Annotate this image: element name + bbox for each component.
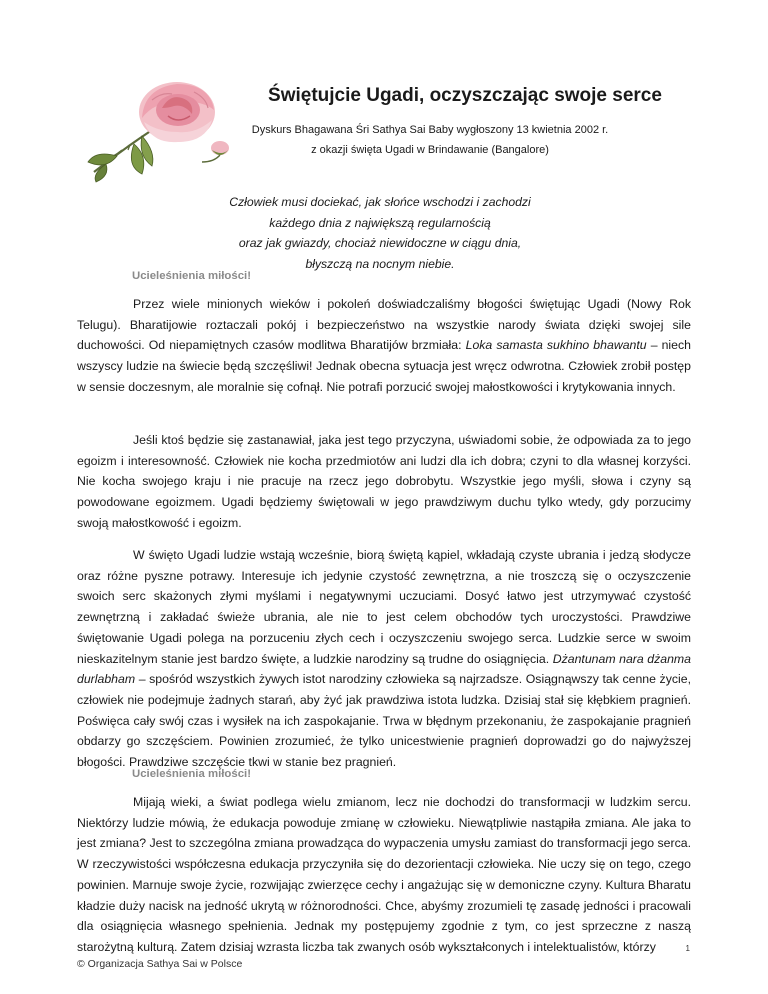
subtitle-line: z okazji święta Ugadi w Brindawanie (Bangalore) [311, 144, 549, 156]
quote-line: każdego dnia z największą regularnością [269, 215, 491, 230]
paragraph-text: – niech wszyscy ludzie na świecie będą szczęśliwi! Jednak obecna sytuacja jest wręcz odwrotna. Człowiek zrobił postęp w sensie doczesnym, ale moralnie się cofnął. Nie potrafi porzucić swojej małostkowości i krytykowania innych. [77, 338, 691, 394]
document-subtitle [220, 120, 640, 160]
section-heading: Ucieleśnienia miłości! [132, 768, 252, 780]
epigraph-quote [150, 192, 610, 275]
sanskrit-phrase: Dżantunam nara dżanma durlabham [77, 651, 691, 687]
quote-line: Człowiek musi dociekać, jak słońce wschodzi i zachodzi [229, 195, 531, 209]
paragraph-text: Przez wiele minionych wieków i pokoleń doświadczaliśmy błogości świętując Ugadi (Nowy Rok Telugu). Bharatijowie roztaczali pokój i bezpieczeństwo na wszystkie narody świata dzięki swojej sile duchowości. Od niepamiętnych czasów modlitwa Bharatijów brzmiała: [77, 297, 691, 353]
quote-line: oraz jak gwiazdy, chociaż niewidoczne w ciągu dnia, [238, 236, 522, 251]
section-heading: Ucieleśnienia miłości! [132, 270, 252, 282]
paragraph-2: Jeśli ktoś będzie się zastanawiał, jaka jest tego przyczyna, uświadomi sobie, że odpowiada za to jego egoizm i interesowność. Człowiek nie kocha przedmiotów ani ludzi dla ich dobra; czyni to dla własnej korzyści. Nie kocha swojego kraju i nie pracuje na rzecz jego dobrobytu. Wszystkie jego myśli, słowa i czyny są powodowane egoizmem. Ugadi będziemy świętowali w jego prawdziwym duchu tylko wtedy, gdy porzucimy swoją małostkowość i egoizm. [77, 433, 691, 530]
quote-line: błyszczą na nocnym niebie. [305, 257, 455, 272]
paragraph-1 [77, 294, 691, 398]
rose-illustration [82, 70, 242, 185]
paragraph-3 [77, 545, 691, 773]
document-title: Świętujcie Ugadi, oczyszczając swoje serce [268, 85, 662, 106]
paragraph-4: Mijają wieki, a świat podlega wielu zmianom, lecz nie dochodzi do transformacji w ludzkim sercu. Niektórzy ludzie mówią, że edukacja powoduje zmianę w człowieku. Niewątpliwie nastąpiła zmiana. Ale jaka to jest zmiana? Jest to szczególna zmiana prowadząca do wypaczenia umysłu zamiast do transformacji jego serca. W rzeczywistości współczesna edukacja przyczyniła się do dezorientacji człowieka. Nie uczy się on tego, czego powinien. Marnuje swoje życie, rozwijając zwierzęce cechy i angażując się w demoniczne czyny. Kultura Bharatu kładzie duży nacisk na jedność ukrytą w różnorodności. Chce, abyśmy zrozumieli tę zasadę jedności i pracowali dla osiągnięcia własnego spełnienia. Jednak my postępujemy zgodnie z tym, co jest sprzeczne z naszą starożytną kulturą. Zatem dzisiaj wzrasta liczba tak zwanych osób wykształconych i intelektualistów, którzy [77, 795, 691, 954]
footer-text: © Organizacja Sathya Sai w Polsce [77, 958, 243, 970]
subtitle-line: Dyskurs Bhagawana Śri Sathya Sai Baby wygłoszony 13 kwietnia 2002 r. [251, 124, 609, 136]
page-number: 1 [685, 944, 690, 953]
sanskrit-phrase: Loka samasta sukhino bhawantu [465, 338, 647, 353]
paragraph-text: – spośród wszystkich żywych istot narodziny człowieka są najrzadsze. Osiągnąwszy tak cenne życie, człowiek nie podejmuje żadnych starań, aby żyć jak prawdziwa istota ludzka. Dzisiaj stał się kłębkiem pragnień. Poświęca cały swój czas i wysiłek na ich zaspokajanie. Trwa w błędnym przekonaniu, że zaspokajanie pragnień obdarzy go szczęściem. Powinien zrozumieć, że tylko unicestwienie pragnień doprowadzi go do najwyższej błogości. Prawdziwe szczęście tkwi w stanie bez pragnień. [77, 672, 691, 770]
paragraph-text: W święto Ugadi ludzie wstają wcześnie, biorą świętą kąpiel, wkładają czyste ubrania i jedzą słodycze oraz różne pyszne potrawy. Interesuje ich jedynie czystość zewnętrzna, a nie troszczą się o oczyszczenie swoich serc skażonych złymi myślami i negatywnymi uczuciami. Dosyć łatwo jest utrzymywać czystość zewnętrzną i zakładać świeże ubrania, ale nie to jest celem obchodów tych uroczystości. Prawdziwe świętowanie Ugadi polega na porzuceniu złych cech i oczyszczeniu swojego serca. Ludzkie serce w swoim nieskazitelnym stanie jest bardzo święte, a ludzkie narodziny są trudne do osiągnięcia. [77, 548, 691, 666]
